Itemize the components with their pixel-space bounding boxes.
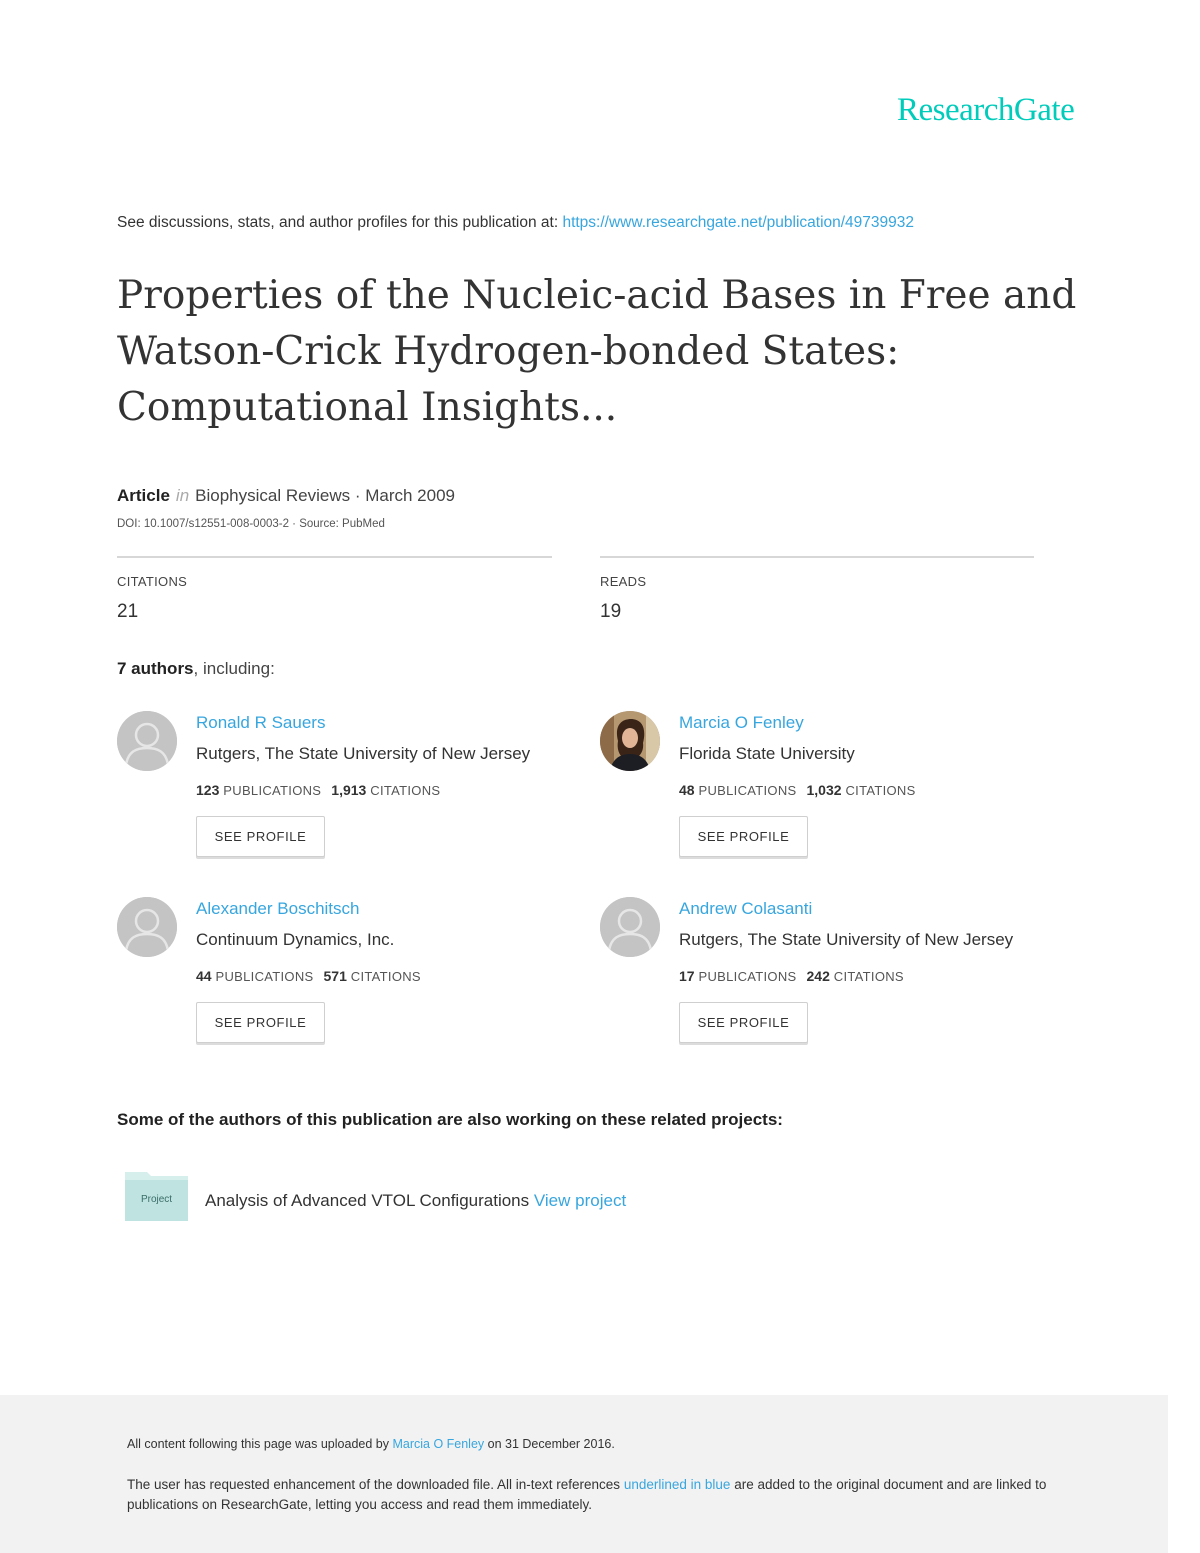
author-name-link[interactable]: Ronald R Sauers xyxy=(196,713,326,732)
title-line: Watson-Crick Hydrogen-bonded States: xyxy=(117,329,900,374)
see-profile-button[interactable]: SEE PROFILE xyxy=(679,816,808,857)
footer xyxy=(0,1395,1168,1553)
author-card xyxy=(117,897,587,1067)
author-institution: Rutgers, The State University of New Jersey xyxy=(196,744,531,763)
author-citations-count: 571 xyxy=(323,968,347,984)
author-stats xyxy=(196,968,421,984)
publications-label: PUBLICATIONS xyxy=(698,783,797,798)
author-card xyxy=(600,711,1070,881)
researchgate-logo[interactable]: ResearchGate xyxy=(897,92,1075,128)
related-project xyxy=(205,1191,626,1211)
citations-label: CITATIONS xyxy=(845,783,916,798)
upload-note xyxy=(127,1437,615,1451)
project-folder-icon xyxy=(125,1170,188,1221)
author-stats xyxy=(196,782,440,798)
author-photo[interactable] xyxy=(600,711,660,771)
author-publications-count: 44 xyxy=(196,968,212,984)
see-profile-button[interactable]: SEE PROFILE xyxy=(196,1002,325,1043)
project-folder-label: Project xyxy=(140,1194,173,1205)
publications-label: PUBLICATIONS xyxy=(698,969,797,984)
project-title: Analysis of Advanced VTOL Configurations xyxy=(205,1191,530,1210)
publication-url-link[interactable]: https://www.researchgate.net/publication/49739932 xyxy=(562,214,915,231)
citations-label: CITATIONS xyxy=(117,574,188,589)
doi-source: DOI: 10.1007/s12551-008-0003-2 · Source: PubMed xyxy=(117,518,385,530)
author-stats xyxy=(679,968,904,984)
enhancement-suffix: are added to the original document and are linked to publications on ResearchGate, letting you access and read them immediately. xyxy=(127,1477,1047,1512)
author-name-link[interactable]: Alexander Boschitsch xyxy=(196,899,360,918)
author-citations-count: 1,913 xyxy=(331,782,367,798)
title-line: Computational Insights... xyxy=(117,385,618,430)
authors-including: , including: xyxy=(193,659,275,678)
see-discussions-line xyxy=(117,214,914,232)
view-project-link[interactable]: View project xyxy=(533,1191,627,1210)
author-name-link[interactable]: Andrew Colasanti xyxy=(679,899,813,918)
author-institution: Continuum Dynamics, Inc. xyxy=(196,930,395,949)
author-publications-count: 123 xyxy=(196,782,220,798)
author-name-link[interactable]: Marcia O Fenley xyxy=(679,713,804,732)
publications-label: PUBLICATIONS xyxy=(223,783,322,798)
author-card xyxy=(600,897,1070,1067)
citations-label: CITATIONS xyxy=(350,969,421,984)
uploader-link[interactable]: Marcia O Fenley xyxy=(392,1437,485,1451)
authors-heading xyxy=(117,659,275,679)
default-avatar-icon[interactable] xyxy=(117,897,177,957)
see-profile-button[interactable]: SEE PROFILE xyxy=(196,816,325,857)
title-line: Properties of the Nucleic-acid Bases in Free and xyxy=(117,273,1077,318)
author-publications-count: 17 xyxy=(679,968,695,984)
related-projects-heading: Some of the authors of this publication are also working on these related projects: xyxy=(117,1110,783,1129)
article-type: Article xyxy=(117,486,170,505)
enhancement-prefix: The user has requested enhancement of the downloaded file. All in-text references xyxy=(127,1477,621,1492)
reads-label: READS xyxy=(600,574,647,589)
author-citations-count: 1,032 xyxy=(806,782,842,798)
publication-title xyxy=(117,268,1097,436)
reads-stat xyxy=(600,556,1034,623)
author-card xyxy=(117,711,587,881)
journal-date: Biophysical Reviews · March 2009 xyxy=(195,486,455,505)
citations-label: CITATIONS xyxy=(370,783,441,798)
publications-label: PUBLICATIONS xyxy=(215,969,314,984)
author-citations-count: 242 xyxy=(806,968,830,984)
default-avatar-icon[interactable] xyxy=(600,897,660,957)
see-discussions-text: See discussions, stats, and author profiles for this publication at: xyxy=(117,214,559,231)
upload-suffix: on 31 December 2016. xyxy=(487,1437,615,1451)
reads-value: 19 xyxy=(600,601,622,622)
see-profile-button[interactable]: SEE PROFILE xyxy=(679,1002,808,1043)
author-institution: Florida State University xyxy=(679,744,855,763)
citations-label: CITATIONS xyxy=(833,969,904,984)
upload-prefix: All content following this page was uploaded by xyxy=(127,1437,389,1451)
author-stats xyxy=(679,782,916,798)
citations-value: 21 xyxy=(117,601,139,622)
author-publications-count: 48 xyxy=(679,782,695,798)
underlined-blue-label: underlined in blue xyxy=(623,1477,731,1492)
citations-stat xyxy=(117,556,552,623)
enhancement-note xyxy=(127,1475,1087,1515)
default-avatar-icon[interactable] xyxy=(117,711,177,771)
in-label: in xyxy=(175,486,190,505)
publication-meta xyxy=(117,486,455,506)
authors-count: 7 authors xyxy=(117,659,194,678)
author-institution: Rutgers, The State University of New Jersey xyxy=(679,930,1014,949)
